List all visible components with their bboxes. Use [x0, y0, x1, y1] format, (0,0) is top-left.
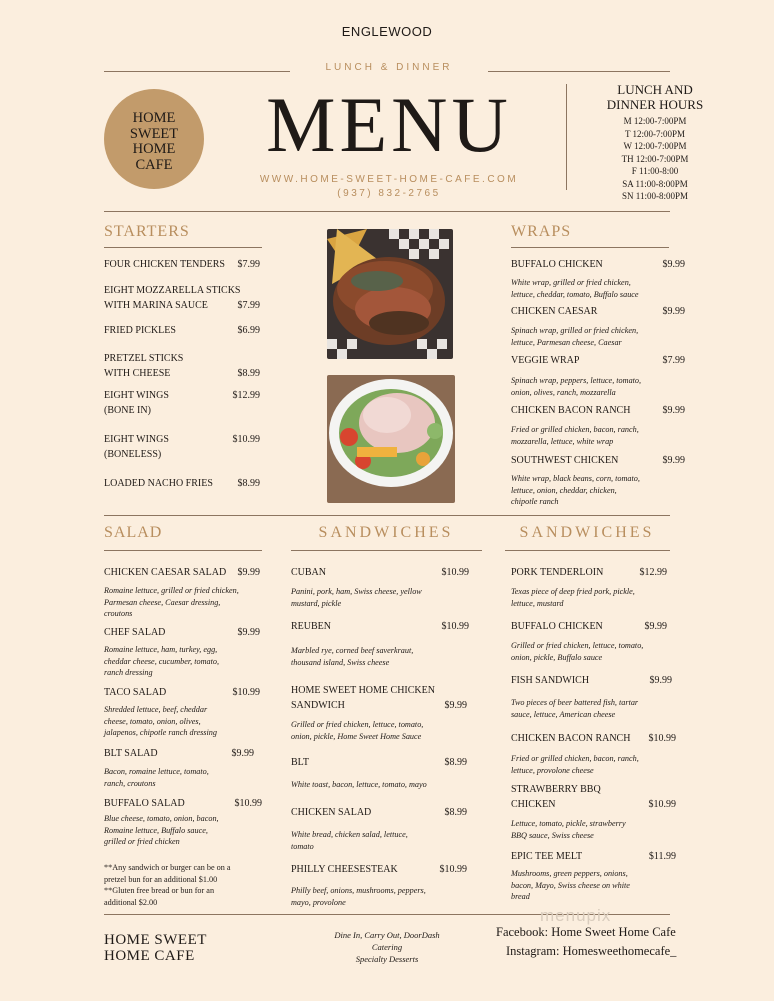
- desc-line: Philly beef, onions, mushrooms, peppers,: [291, 886, 426, 895]
- item-name: BUFFALO SALAD: [104, 798, 185, 809]
- social-links: [496, 923, 676, 961]
- menu-item: [104, 625, 260, 640]
- menu-item: [511, 353, 685, 368]
- item-price: $8.99: [237, 368, 260, 379]
- desc-line: ranch, croutons: [104, 778, 156, 788]
- desc-line: cheddar cheese, cucumber, tomato,: [104, 656, 220, 666]
- desc-line: Marbled rye, corned beef saverkraut,: [291, 646, 414, 655]
- service-line: Specialty Desserts: [355, 954, 419, 964]
- hours-row: SA 11:00-8:00PM: [622, 178, 688, 189]
- menu-item: [104, 432, 260, 462]
- note-line: pretzel bun for an additional $1.00: [104, 874, 218, 884]
- hours-row: T 12:00-7:00PM: [624, 128, 686, 139]
- location-label: ENGLEWOOD: [341, 24, 433, 39]
- item-name: CHICKEN CAESAR SALAD: [104, 567, 227, 578]
- item-description: [291, 779, 471, 791]
- item-price: $9.99: [237, 567, 260, 578]
- item-name: CHICKEN SALAD: [291, 807, 372, 818]
- item-price: $10.99: [648, 799, 676, 810]
- menu-item: [511, 453, 685, 468]
- footer-brand: [104, 932, 207, 964]
- salad-rule: [104, 550, 262, 551]
- menu-item: [104, 796, 262, 811]
- desc-line: bread: [511, 892, 530, 901]
- item-description: [291, 885, 471, 908]
- item-description: [291, 586, 471, 609]
- footer-services: [300, 929, 474, 965]
- menu-item: [104, 257, 260, 272]
- menu-item: [511, 673, 672, 688]
- item-name: CHEF SALAD: [104, 627, 166, 638]
- item-price: $10.99: [439, 864, 467, 875]
- item-price: $11.99: [648, 851, 676, 862]
- menu-item: [291, 683, 467, 713]
- bun-note: [104, 862, 279, 908]
- item-description: [511, 697, 681, 720]
- starters-heading: STARTERS: [104, 223, 190, 240]
- menu-item: [291, 805, 467, 820]
- item-description: [511, 424, 681, 447]
- desc-line: thousand island, Swiss cheese: [291, 657, 390, 667]
- hours-row: SN 11:00-8:00PM: [622, 191, 688, 201]
- item-description: [511, 375, 681, 398]
- menu-item: [104, 746, 254, 761]
- desc-line: Mushrooms, green peppers, onions,: [511, 869, 628, 878]
- desc-line: Romaine lettuce, ham, turkey, egg,: [104, 645, 218, 654]
- item-price: $9.99: [231, 748, 254, 759]
- item-description: [104, 766, 274, 789]
- logo-line: CAFE: [135, 156, 173, 173]
- item-price: $8.99: [444, 757, 467, 768]
- menu-item: [511, 565, 667, 580]
- menu-item: [511, 304, 685, 319]
- menu-item: [104, 323, 260, 338]
- item-name: (BONELESS): [104, 449, 162, 460]
- menu-item: [104, 565, 260, 580]
- item-name: EIGHT WINGS: [104, 434, 169, 445]
- item-price: $9.99: [649, 675, 672, 686]
- desc-line: grilled or fried chicken: [104, 837, 180, 846]
- sandwiches-heading: SANDWICHES: [519, 524, 655, 541]
- item-description: [511, 868, 681, 903]
- facebook-link[interactable]: Facebook: Home Sweet Home Cafe: [496, 925, 676, 939]
- menu-item: [104, 476, 260, 491]
- instagram-link[interactable]: Instagram: Homesweethomecafe_: [506, 944, 677, 958]
- item-name: CHICKEN BACON RANCH: [511, 405, 631, 416]
- desc-line: Shredded lettuce, beef, cheddar: [104, 705, 208, 714]
- desc-line: Lettuce, tomato, pickle, strawberry: [511, 819, 626, 828]
- item-name: TACO SALAD: [104, 687, 167, 698]
- header-bottom-rule: [104, 211, 670, 212]
- desc-line: Bacon, romaine lettuce, tomato,: [104, 767, 209, 776]
- desc-line: White wrap, grilled or fried chicken,: [511, 278, 631, 287]
- menu-item: [291, 565, 469, 580]
- item-name: SANDWICH: [291, 700, 345, 711]
- desc-line: White bread, chicken salad, lettuce,: [291, 830, 408, 839]
- item-name: PORK TENDERLOIN: [511, 567, 604, 578]
- item-name: CHICKEN CAESAR: [511, 306, 598, 317]
- desc-line: lettuce, provolone cheese: [511, 765, 594, 775]
- item-price: $9.99: [662, 405, 685, 416]
- desc-line: mustard, pickle: [291, 598, 342, 608]
- menu-item: [511, 731, 676, 746]
- pulled-pork-sandwich-photo: [327, 229, 453, 359]
- item-name: CHICKEN BACON RANCH: [511, 733, 631, 744]
- header-rule-right: [488, 71, 670, 72]
- item-price: $12.99: [639, 567, 667, 578]
- desc-line: Grilled or fried chicken, lettuce, tomato,: [511, 641, 644, 650]
- footer-brand-line: HOME SWEET: [104, 932, 207, 948]
- item-name: HOME SWEET HOME CHICKEN: [291, 685, 435, 696]
- item-description: [104, 644, 274, 679]
- item-name: PHILLY CHEESESTEAK: [291, 864, 398, 875]
- note-line: **Gluten free bread or bun for an: [104, 886, 215, 895]
- desc-line: onion, pickle, Home Sweet Home Sauce: [291, 731, 422, 741]
- note-line: additional $2.00: [104, 897, 158, 907]
- item-description: [511, 473, 681, 508]
- item-description: [511, 640, 681, 663]
- mid-rule: [104, 515, 670, 516]
- item-price: $10.99: [232, 434, 260, 445]
- desc-line: Texas piece of deep fried pork, pickle,: [511, 587, 635, 596]
- item-price: $9.99: [644, 621, 667, 632]
- starters-rule: [104, 247, 262, 248]
- desc-line: lettuce, onion, cheddar, chicken,: [511, 485, 617, 495]
- sandwiches-heading: SANDWICHES: [318, 524, 454, 541]
- desc-line: lettuce, mustard: [511, 598, 564, 608]
- item-price: $10.99: [441, 567, 469, 578]
- desc-line: White toast, bacon, lettuce, tomato, mayo: [291, 780, 427, 789]
- item-price: $9.99: [662, 455, 685, 466]
- hours-row: TH 12:00-7:00PM: [621, 153, 689, 164]
- service-line: Catering: [371, 942, 403, 952]
- item-price: $12.99: [232, 390, 260, 401]
- hours-heading: LUNCH AND: [617, 82, 693, 97]
- desc-line: Spinach wrap, grilled or fried chicken,: [511, 326, 639, 335]
- item-price: $8.99: [444, 807, 467, 818]
- item-name: WITH MARINA SAUCE: [104, 300, 208, 311]
- desc-line: lettuce, cheddar, tomato, Buffalo sauce: [511, 289, 639, 299]
- menu-item: [511, 782, 676, 812]
- item-price: $10.99: [232, 687, 260, 698]
- item-name: STRAWBERRY BBQ: [511, 784, 601, 795]
- desc-line: Panini, pork, ham, Swiss cheese, yellow: [291, 587, 422, 596]
- menu-item: [291, 755, 467, 770]
- desc-line: onion, pickle, Buffalo sauce: [511, 652, 603, 662]
- salad-heading: SALAD: [104, 524, 163, 541]
- logo-line: SWEET: [129, 125, 179, 142]
- item-description: [291, 645, 471, 668]
- item-description: [511, 818, 681, 841]
- item-description: [511, 586, 681, 609]
- hours-row: M 12:00-7:00PM: [623, 116, 687, 126]
- wraps-rule: [511, 247, 669, 248]
- item-name: BUFFALO CHICKEN: [511, 259, 603, 270]
- item-name: SOUTHWEST CHICKEN: [511, 455, 619, 466]
- item-price: $7.99: [237, 259, 260, 270]
- item-description: [291, 829, 471, 852]
- item-name: PRETZEL STICKS: [104, 353, 184, 364]
- item-price: $9.99: [662, 306, 685, 317]
- item-name: WITH CHEESE: [104, 368, 171, 379]
- desc-line: Blue cheese, tomato, onion, bacon,: [104, 814, 219, 823]
- item-price: $9.99: [237, 627, 260, 638]
- item-description: [511, 325, 681, 348]
- item-description: [511, 753, 681, 776]
- desc-line: Fried or grilled chicken, bacon, ranch,: [511, 754, 639, 763]
- item-name: CUBAN: [291, 567, 327, 578]
- menu-item: [511, 619, 667, 634]
- note-line: **Any sandwich or burger can be on a: [104, 863, 231, 872]
- item-price: $10.99: [234, 798, 262, 809]
- item-price: $8.99: [237, 478, 260, 489]
- desc-line: Parmesan cheese, Caesar dressing,: [104, 597, 221, 607]
- item-description: [104, 704, 274, 739]
- hours-panel: [592, 82, 718, 203]
- menu-item: [511, 257, 685, 272]
- desc-line: onion, olives, ranch, mozzarella: [511, 387, 616, 397]
- item-description: [104, 585, 274, 620]
- item-name: FRIED PICKLES: [104, 325, 176, 336]
- item-price: $7.99: [662, 355, 685, 366]
- chef-salad-photo: [327, 375, 455, 503]
- phone-number[interactable]: (937) 832-2765: [337, 188, 441, 199]
- menu-item: [291, 619, 469, 634]
- desc-line: jalapenos, chipotle ranch dressing: [104, 728, 217, 737]
- item-name: BLT SALAD: [104, 748, 158, 759]
- hours-row: F 11:00-8:00: [631, 166, 679, 176]
- item-description: [511, 277, 681, 300]
- desc-line: mozzarella, lettuce, white wrap: [511, 436, 614, 446]
- desc-line: ranch dressing: [104, 668, 153, 677]
- footer-brand-line: HOME CAFE: [104, 948, 195, 964]
- item-name: BLT: [291, 757, 309, 768]
- item-name: (BONE IN): [104, 405, 151, 416]
- item-price: $6.99: [237, 325, 260, 336]
- item-name: FOUR CHICKEN TENDERS: [104, 259, 225, 270]
- logo-line: HOME: [132, 110, 176, 126]
- item-description: [291, 719, 471, 742]
- item-name: EPIC TEE MELT: [511, 851, 583, 862]
- menu-item: [511, 403, 685, 418]
- item-price: $7.99: [237, 300, 260, 311]
- item-name: CHICKEN: [511, 799, 556, 810]
- menupix-watermark: menupix: [540, 906, 612, 925]
- menu-item: [511, 849, 676, 864]
- desc-line: Romaine lettuce, Buffalo sauce,: [104, 825, 208, 835]
- item-name: EIGHT MOZZARELLA STICKS: [104, 285, 241, 296]
- item-price: $10.99: [441, 621, 469, 632]
- website-link[interactable]: WWW.HOME-SWEET-HOME-CAFE.COM: [259, 174, 519, 185]
- desc-line: Spinach wrap, peppers, lettuce, tomato,: [511, 376, 642, 385]
- desc-line: mayo, provolone: [291, 897, 346, 907]
- desc-line: sauce, lettuce, American cheese: [511, 709, 616, 719]
- hours-row: W 12:00-7:00PM: [623, 141, 687, 151]
- desc-line: lettuce, Parmesan cheese, Caesar: [511, 337, 622, 347]
- menu-item: [291, 862, 467, 877]
- desc-line: Fried or grilled chicken, bacon, ranch,: [511, 425, 639, 434]
- item-description: [104, 813, 274, 848]
- hours-heading: DINNER HOURS: [606, 97, 704, 112]
- item-price: $9.99: [662, 259, 685, 270]
- sandwiches-rule: [505, 550, 670, 551]
- item-name: EIGHT WINGS: [104, 390, 169, 401]
- desc-line: Romaine lettuce, grilled or fried chicken,: [104, 586, 239, 595]
- desc-line: tomato: [291, 841, 314, 851]
- logo-line: HOME: [132, 141, 176, 157]
- hours-divider: [566, 84, 567, 190]
- item-name: VEGGIE WRAP: [511, 355, 580, 366]
- item-name: REUBEN: [291, 621, 331, 632]
- desc-line: White wrap, black beans, corn, tomato,: [511, 474, 640, 483]
- item-name: LOADED NACHO FRIES: [104, 478, 213, 489]
- wraps-heading: WRAPS: [511, 223, 572, 240]
- item-name: FISH SANDWICH: [511, 675, 590, 686]
- desc-line: Two pieces of beer battered fish, tartar: [511, 698, 639, 707]
- menu-item: [104, 388, 260, 418]
- sandwiches-rule: [291, 550, 482, 551]
- cafe-logo: [104, 89, 204, 189]
- menu-item: [104, 351, 260, 381]
- menu-item: [104, 685, 260, 700]
- item-price: $9.99: [444, 700, 467, 711]
- desc-line: croutons: [104, 609, 133, 618]
- desc-line: cheese, tomato, onion, olives,: [104, 716, 201, 726]
- service-line: Dine In, Carry Out, DoorDash: [334, 930, 440, 940]
- desc-line: chipotle ranch: [511, 497, 559, 506]
- desc-line: bacon, Mayo, Swiss cheese on white: [511, 880, 630, 890]
- header-rule-left: [104, 71, 290, 72]
- tagline: LUNCH & DINNER: [325, 62, 453, 73]
- desc-line: BBQ sauce, Swiss cheese: [511, 830, 594, 840]
- menu-title: MENU: [266, 81, 512, 168]
- menu-item: [104, 283, 260, 313]
- item-name: BUFFALO CHICKEN: [511, 621, 603, 632]
- item-price: $10.99: [648, 733, 676, 744]
- desc-line: Grilled or fried chicken, lettuce, tomato,: [291, 720, 424, 729]
